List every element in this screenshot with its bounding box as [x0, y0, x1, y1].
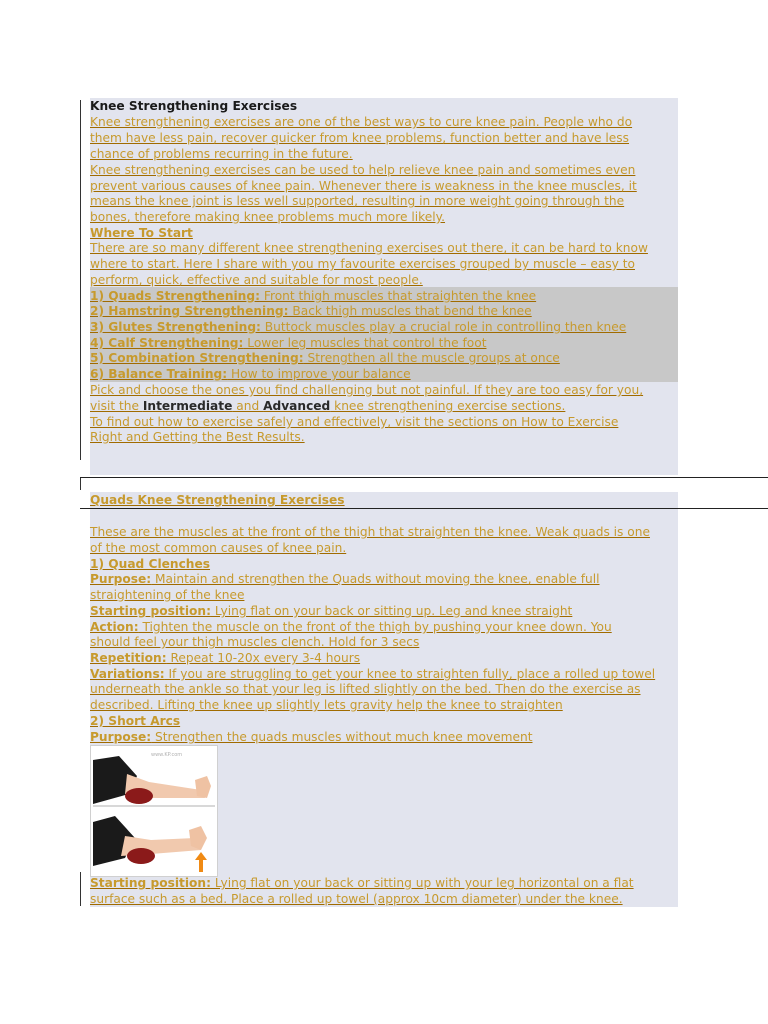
ex1-purpose[interactable]: Purpose: Maintain and strengthen the Quads without moving the knee, enable full: [90, 572, 600, 586]
where-line-1[interactable]: There are so many different knee strengthening exercises out there, it can be hard to know: [90, 241, 648, 255]
ex1-title[interactable]: 1) Quad Clenches: [90, 557, 211, 571]
findout-line-1[interactable]: To find out how to exercise safely and effectively, visit the sections on How to Exercise: [90, 415, 619, 429]
s2-intro-line-1[interactable]: These are the muscles at the front of the thigh that straighten the knee. Weak quads is one: [90, 525, 650, 539]
ex1-variations-cont-2[interactable]: described. Lifting the knee up slightly lets gravity help the knee to straighten: [90, 698, 563, 712]
ex1-starting-position[interactable]: Starting position: Lying flat on your back or sitting up. Leg and knee straight: [90, 604, 573, 618]
short-arcs-illustration: [90, 745, 218, 877]
intro-line-5[interactable]: prevent various causes of knee pain. Whenever there is weakness in the knee muscles, it: [90, 179, 637, 193]
ex2-title[interactable]: 2) Short Arcs: [90, 714, 181, 728]
ex1-action[interactable]: Action: Tighten the muscle on the front of the thigh by pushing your knee down. You: [90, 620, 612, 634]
list-item-hamstring[interactable]: 2) Hamstring Strengthening: Back thigh muscles that bend the knee: [90, 304, 532, 318]
intro-line-7[interactable]: bones, therefore making knee problems much more likely.: [90, 210, 446, 224]
s2-intro-line-2[interactable]: of the most common causes of knee pain.: [90, 541, 347, 555]
findout-line-2[interactable]: Right and Getting the Best Results.: [90, 430, 305, 444]
photo-top-towel: [125, 788, 153, 804]
list-item-quads[interactable]: 1) Quads Strengthening: Front thigh muscles that straighten the knee: [90, 289, 537, 303]
section1-title: Knee Strengthening Exercises: [90, 99, 298, 113]
photo-watermark: www.KP.com: [151, 752, 183, 758]
pick-line-1[interactable]: Pick and choose the ones you find challenging but not painful. If they are too easy for you,: [90, 383, 644, 397]
list-item-calf[interactable]: 4) Calf Strengthening: Lower leg muscles that control the foot: [90, 336, 487, 350]
list-item-glutes[interactable]: 3) Glutes Strengthening: Buttock muscles play a crucial role in controlling then knee: [90, 320, 627, 334]
left-bar-2: [80, 478, 81, 490]
short-arcs-photos: [91, 746, 217, 876]
divider-top: [80, 477, 768, 478]
ex1-action-cont[interactable]: should feel your thigh muscles clench. Hold for 3 secs: [90, 635, 420, 649]
ex1-repetition[interactable]: Repetition: Repeat 10-20x every 3-4 hours: [90, 651, 361, 665]
intro-line-2[interactable]: them have less pain, recover quicker from knee problems, function better and have less: [90, 131, 630, 145]
ex1-variations-cont-1[interactable]: underneath the ankle so that your leg is lifted slightly on the bed. Then do the exercise as: [90, 682, 641, 696]
list-item-combination[interactable]: 5) Combination Strengthening: Strengthen all the muscle groups at once: [90, 351, 560, 365]
ex2-purpose[interactable]: Purpose: Strengthen the quads muscles without much knee movement: [90, 730, 533, 744]
pick-line-2[interactable]: visit the Intermediate and Advanced knee strengthening exercise sections.: [90, 399, 566, 413]
where-line-2[interactable]: where to start. Here I share with you my favourite exercises grouped by muscle – easy to: [90, 257, 635, 271]
ex1-variations[interactable]: Variations: If you are struggling to get your knee to straighten fully, place a rolled up towel: [90, 667, 656, 681]
intro-line-4[interactable]: Knee strengthening exercises can be used to help relieve knee pain and sometimes even: [90, 163, 636, 177]
where-line-3[interactable]: perform, quick, effective and suitable for most people.: [90, 273, 423, 287]
intro-line-6[interactable]: means the knee joint is less well supported, resulting in more weight going through the: [90, 194, 625, 208]
left-bar-3: [80, 872, 81, 906]
ex2-starting-position[interactable]: Starting position: Lying flat on your back or sitting up with your leg horizontal on a flat: [90, 876, 634, 890]
section2-title[interactable]: Quads Knee Strengthening Exercises: [90, 493, 345, 507]
ex2-starting-position-cont[interactable]: surface such as a bed. Place a rolled up towel (approx 10cm diameter) under the knee.: [90, 892, 623, 906]
divider-bottom: [80, 508, 768, 509]
list-item-balance[interactable]: 6) Balance Training: How to improve your balance: [90, 367, 411, 381]
left-bar-1: [80, 100, 81, 460]
intro-line-3[interactable]: chance of problems recurring in the future.: [90, 147, 353, 161]
ex1-purpose-cont[interactable]: straightening of the knee: [90, 588, 245, 602]
photo-bottom-towel: [127, 848, 155, 864]
intro-line-1[interactable]: Knee strengthening exercises are one of the best ways to cure knee pain. People who do: [90, 115, 633, 129]
where-to-start-heading[interactable]: Where To Start: [90, 226, 193, 240]
